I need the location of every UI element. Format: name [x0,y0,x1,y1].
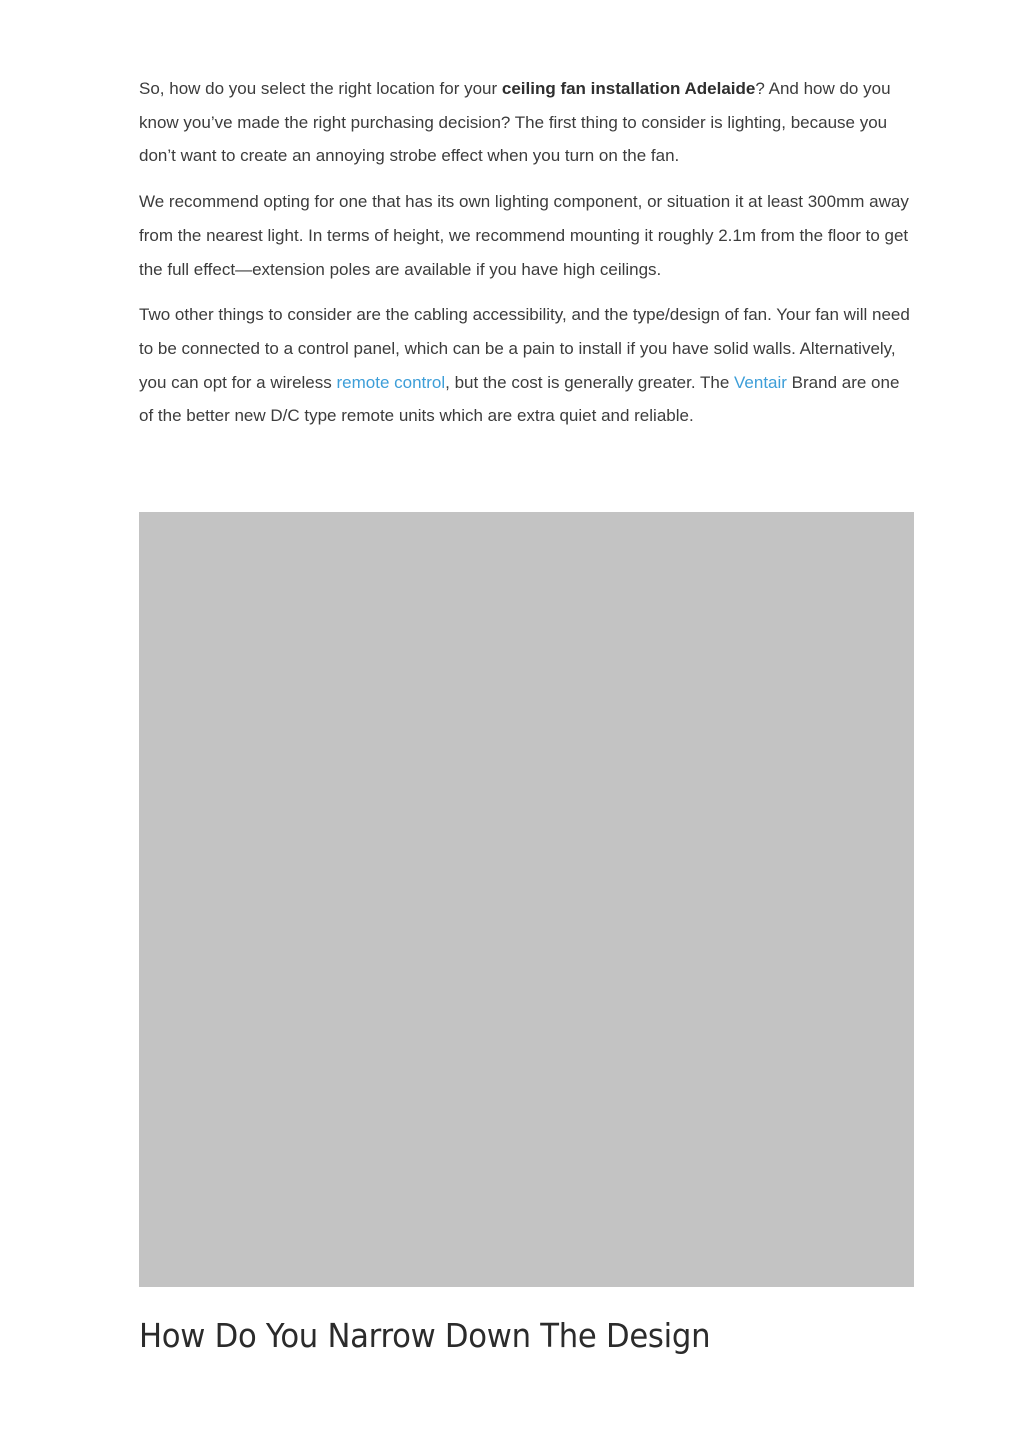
paragraph-location [139,72,914,173]
article-image-placeholder [139,512,914,1287]
ventair-link[interactable]: Ventair [734,372,787,392]
article-body [139,72,914,445]
paragraph-height: We recommend opting for one that has its own lighting component, or situation it at least 300mm away from the nearest light. In terms of height, we recommend mounting it roughly 2.1m from the floor to get the full effect—extension poles are available if you have high ceilings. [139,192,909,279]
paragraph-cabling-text-start: Two other things to consider are the cabling accessibility, and the type/design of fan. Your fan will need to be connected to a control panel, which can be a pain to install if you have solid walls. Alternatively, you can opt for a wireless [139,305,910,392]
paragraph-cabling-text-middle: , but the cost is generally greater. The [445,372,735,392]
remote-control-link[interactable]: remote control [336,372,446,392]
ceiling-fan-installation-keyword: ceiling fan installation Adelaide [501,79,756,98]
paragraph-cabling [139,298,914,433]
paragraph-cabling-text-end: Brand are one of the better new D/C type remote units which are extra quiet and reliable. [139,372,900,426]
paragraph-location-text-start: So, how do you select the right location for your [139,79,502,98]
paragraph-location-text-end: ? And how do you know you’ve made the right purchasing decision? The first thing to consider is lighting, because you don’t want to create an annoying strobe effect when you turn on the fan. [139,79,891,166]
section-heading: How Do You Narrow Down The Design [139,1316,711,1355]
